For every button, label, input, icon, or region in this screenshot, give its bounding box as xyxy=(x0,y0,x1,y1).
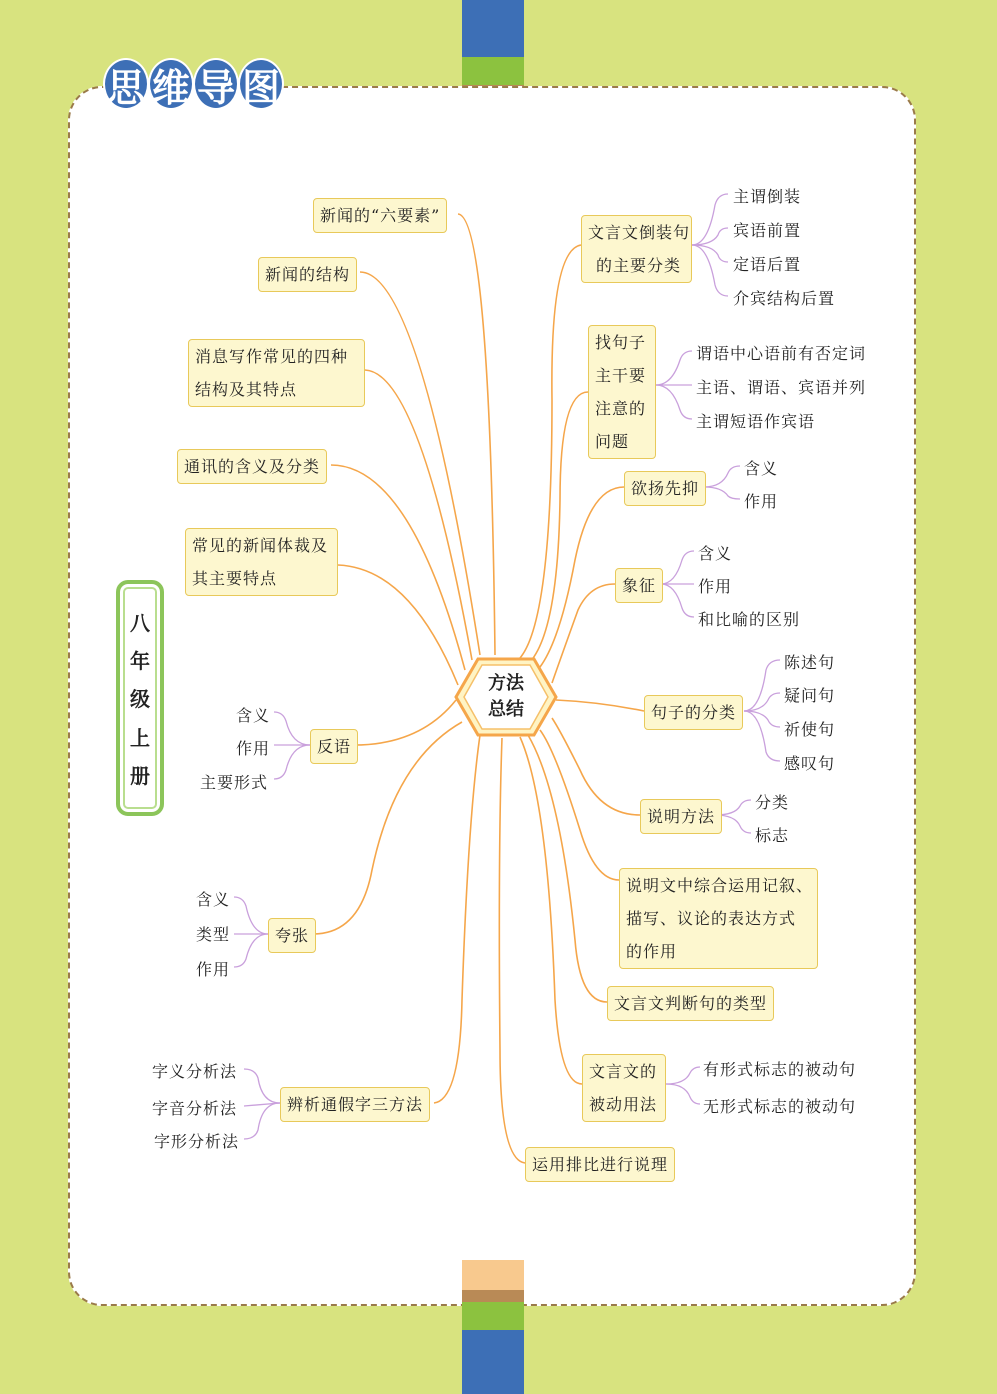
leaf-kuazhang-function: 作用 xyxy=(196,960,231,979)
leaf-juzi-3: 祈使句 xyxy=(784,720,836,739)
node-text-line: 注意的 xyxy=(595,399,647,418)
node-juzi: 句子的分类 xyxy=(644,695,743,730)
node-text-line: 说明文中综合运用记叙、 xyxy=(626,876,814,895)
title-char: 图 xyxy=(238,58,284,110)
grade-char: 八 xyxy=(130,610,150,635)
leaf-zhugan-1: 谓语中心语前有否定词 xyxy=(696,344,867,363)
title-char: 导 xyxy=(193,58,239,110)
leaf-shuoming-1: 分类 xyxy=(755,793,790,812)
node-fanyu: 反语 xyxy=(310,729,358,764)
leaf-fanyu-meaning: 含义 xyxy=(236,706,271,725)
leaf-beidong-1: 有形式标志的被动句 xyxy=(703,1060,857,1079)
node-text-line: 常见的新闻体裁及 xyxy=(192,536,329,555)
node-beidong xyxy=(582,1054,666,1122)
node-text-line: 的作用 xyxy=(626,942,678,961)
leaf-fanyu-function: 作用 xyxy=(236,739,271,758)
leaf-yuyang-function: 作用 xyxy=(744,492,779,511)
grade-char: 上 xyxy=(130,725,150,750)
node-kuazhang: 夸张 xyxy=(268,918,316,953)
leaf-tongjia-meaning: 字义分析法 xyxy=(152,1062,238,1081)
leaf-daozhuang-2: 宾语前置 xyxy=(733,221,802,240)
node-text-line: 其主要特点 xyxy=(192,569,278,588)
node-text-line: 描写、议论的表达方式 xyxy=(626,909,797,928)
node-text-line: 被动用法 xyxy=(589,1095,658,1114)
node-tongjia: 辨析通假字三方法 xyxy=(280,1087,430,1122)
node-xiangzheng: 象征 xyxy=(615,568,663,603)
node-zonghe xyxy=(619,868,818,969)
node-six-elements: 新闻的“六要素” xyxy=(313,198,447,233)
grade-char: 册 xyxy=(130,764,150,789)
center-node xyxy=(454,657,558,737)
node-text-line: 主干要 xyxy=(595,366,647,385)
node-four-structures xyxy=(188,339,365,407)
node-tongxun: 通讯的含义及分类 xyxy=(177,449,327,484)
center-label-line: 总结 xyxy=(488,699,524,720)
leaf-xiangzheng-diff: 和比喻的区别 xyxy=(698,610,801,629)
leaf-xiangzheng-meaning: 含义 xyxy=(698,544,733,563)
leaf-kuazhang-types: 类型 xyxy=(196,925,231,944)
node-text-line: 文言文倒装句 xyxy=(588,223,691,242)
leaf-zhugan-2: 主语、谓语、宾语并列 xyxy=(696,378,867,397)
leaf-juzi-4: 感叹句 xyxy=(784,754,836,773)
leaf-xiangzheng-function: 作用 xyxy=(698,577,733,596)
node-text-line: 文言文的 xyxy=(589,1062,658,1081)
leaf-daozhuang-1: 主谓倒装 xyxy=(733,187,802,206)
leaf-fanyu-forms: 主要形式 xyxy=(200,773,269,792)
leaf-shuoming-2: 标志 xyxy=(755,826,790,845)
title-char: 维 xyxy=(148,58,194,110)
leaf-juzi-2: 疑问句 xyxy=(784,686,836,705)
leaf-beidong-2: 无形式标志的被动句 xyxy=(703,1097,857,1116)
grade-char: 级 xyxy=(130,687,150,712)
node-text-line: 的主要分类 xyxy=(596,256,682,275)
leaf-tongjia-sound: 字音分析法 xyxy=(152,1099,238,1118)
leaf-yuyang-meaning: 含义 xyxy=(744,459,779,478)
leaf-daozhuang-3: 定语后置 xyxy=(733,255,802,274)
leaf-daozhuang-4: 介宾结构后置 xyxy=(733,289,836,308)
node-zhugan xyxy=(588,325,656,459)
leaf-tongjia-shape: 字形分析法 xyxy=(154,1132,240,1151)
grade-char: 年 xyxy=(130,649,150,674)
node-news-genres xyxy=(185,528,338,596)
node-text-line: 消息写作常见的四种 xyxy=(195,347,349,366)
node-text-line: 问题 xyxy=(595,432,630,451)
title-char: 思 xyxy=(103,58,149,110)
node-daozhuang xyxy=(581,215,692,283)
node-news-structure: 新闻的结构 xyxy=(258,257,357,292)
node-panduan: 文言文判断句的类型 xyxy=(607,986,774,1021)
node-yuyang: 欲扬先抑 xyxy=(624,471,706,506)
node-paibi: 运用排比进行说理 xyxy=(525,1147,675,1182)
node-shuoming: 说明方法 xyxy=(640,799,722,834)
node-text-line: 结构及其特点 xyxy=(195,380,298,399)
leaf-kuazhang-meaning: 含义 xyxy=(196,890,231,909)
leaf-zhugan-3: 主谓短语作宾语 xyxy=(696,412,816,431)
leaf-juzi-1: 陈述句 xyxy=(784,653,836,672)
center-label-line: 方法 xyxy=(488,673,524,694)
node-text-line: 找句子 xyxy=(595,333,647,352)
